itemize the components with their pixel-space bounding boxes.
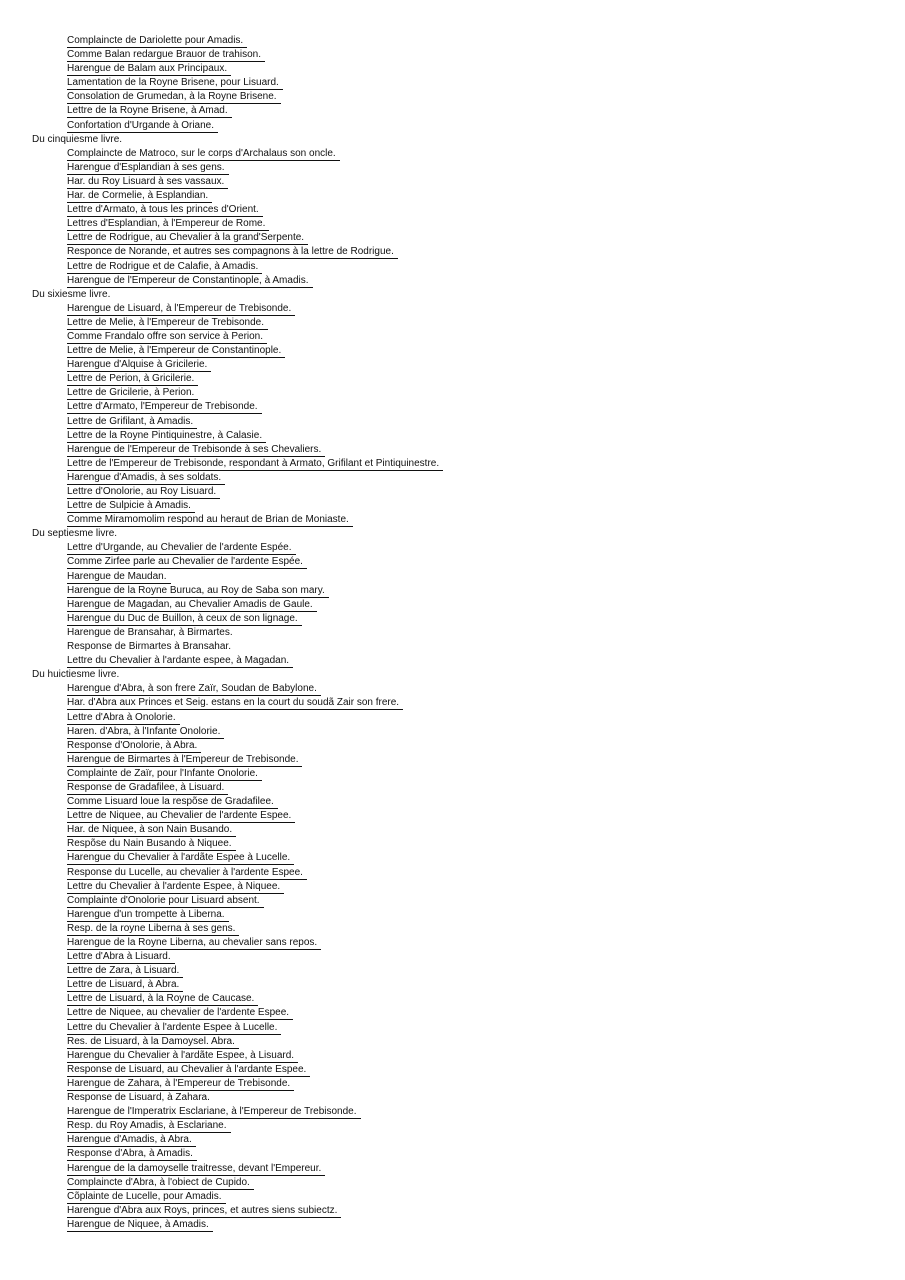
toc-entry [0, 1218, 905, 1232]
toc-entry-text: Lettre de Zara, à Lisuard. [67, 965, 183, 978]
toc-entry [0, 260, 905, 274]
toc-entry [0, 711, 905, 725]
toc-entry-text: Harengue de Lisuard, à l'Empereur de Trebisonde. [67, 303, 295, 316]
toc-entry [0, 34, 905, 48]
toc-entry [0, 1049, 905, 1063]
toc-entry [0, 725, 905, 739]
toc-entry [0, 415, 905, 429]
toc-entry-text: Harengue d'Esplandian à ses gens. [67, 162, 229, 175]
toc-entry [0, 175, 905, 189]
toc-entry-text: Har. de Niquee, à son Nain Busando. [67, 824, 236, 837]
toc-entry-text: Harengue de Niquee, à Amadis. [67, 1219, 213, 1232]
toc-entry [0, 1133, 905, 1147]
toc-entry-text: Lettre de Gricilerie, à Perion. [67, 387, 198, 400]
toc-entry [0, 429, 905, 443]
toc-entry [0, 62, 905, 76]
toc-entry-text: Complainte de Zaïr, pour l'Infante Onolorie. [67, 768, 262, 781]
toc-entry-text: Lettre de la Royne Pintiquinestre, à Calasie. [67, 430, 266, 443]
toc-entry [0, 682, 905, 696]
toc-entry-text: Lettre de la Royne Brisene, à Amad. [67, 105, 232, 118]
toc-entry [0, 598, 905, 612]
toc-entry [0, 978, 905, 992]
toc-entry-text: Harengue de l'Empereur de Trebisonde à ses Chevaliers. [67, 444, 325, 457]
toc-entry [0, 781, 905, 795]
toc-entry [0, 499, 905, 513]
toc-entry-text: Harengue de la Royne Buruca, au Roy de Saba son mary. [67, 585, 329, 598]
toc-entry [0, 1035, 905, 1049]
toc-entry [0, 880, 905, 894]
toc-entry [0, 471, 905, 485]
toc-entry-text: Harengue de Bransahar, à Birmartes. [67, 626, 233, 638]
toc-entry-text: Lettre d'Abra à Onolorie. [67, 712, 180, 725]
toc-entry-text: Harengue de la damoyselle traitresse, devant l'Empereur. [67, 1163, 325, 1176]
toc-entry [0, 894, 905, 908]
toc-entry-text: Lettre de Lisuard, à Abra. [67, 979, 183, 992]
toc-entry-text: Resp. de la royne Liberna à ses gens. [67, 923, 239, 936]
book-heading [0, 133, 905, 147]
toc-entry-text: Lettre d'Abra à Lisuard. [67, 951, 175, 964]
toc-entry [0, 640, 905, 654]
toc-entry [0, 161, 905, 175]
toc-entry-text: Lettre de Niquee, au chevalier de l'ardente Espee. [67, 1007, 293, 1020]
toc-entry [0, 866, 905, 880]
toc-entry-text: Lettre de Rodrigue et de Calafie, à Amadis. [67, 261, 262, 274]
toc-entry-text: Harengue d'Abra aux Roys, princes, et autres siens subiectz. [67, 1205, 341, 1218]
toc-entry-text: Harengue d'un trompette à Liberna. [67, 909, 229, 922]
toc-entry-text: Harengue de l'Imperatrix Esclariane, à l'Empereur de Trebisonde. [67, 1106, 361, 1119]
toc-entry [0, 654, 905, 668]
toc-entry [0, 1063, 905, 1077]
toc-entry [0, 147, 905, 161]
toc-entry [0, 203, 905, 217]
toc-entry [0, 795, 905, 809]
toc-entry-text: Harengue du Chevalier à l'ardãte Espee à Lucelle. [67, 852, 294, 865]
toc-entry-text: Res. de Lisuard, à la Damoysel. Abra. [67, 1036, 239, 1049]
toc-entry [0, 119, 905, 133]
toc-entry-text: Lettre du Chevalier à l'ardante espee, à Magadan. [67, 655, 293, 668]
toc-entry-text: Response de Lisuard, au Chevalier à l'ardante Espee. [67, 1064, 310, 1077]
toc-entry-text: Lettres d'Esplandian, à l'Empereur de Rome. [67, 218, 269, 231]
toc-entry [0, 555, 905, 569]
toc-entry-text: Complainte d'Onolorie pour Lisuard absent. [67, 895, 264, 908]
toc-entry-text: Lettre de Perion, à Gricilerie. [67, 373, 198, 386]
book-heading-text: Du cinquiesme livre. [32, 133, 123, 145]
toc-entry-text: Comme Balan redargue Brauor de trahison. [67, 49, 265, 62]
toc-entry [0, 1190, 905, 1204]
toc-entry-text: Lettre de Lisuard, à la Royne de Caucase. [67, 993, 258, 1006]
toc-entry-text: Response de Birmartes à Bransahar. [67, 641, 231, 653]
book-heading-text: Du septiesme livre. [32, 528, 118, 540]
toc-entry-text: Lettre d'Armato, à tous les princes d'Orient. [67, 204, 263, 217]
toc-entry-text: Har. de Cormelie, à Esplandian. [67, 190, 212, 203]
toc-entry [0, 570, 905, 584]
toc-entry [0, 104, 905, 118]
book-heading [0, 527, 905, 541]
toc-entry-text: Responce de Norande, et autres ses compagnons à la lettre de Rodrigue. [67, 246, 398, 259]
toc-entry-text: Lettre de l'Empereur de Trebisonde, respondant à Armato, Grifilant et Pintiquinestre. [67, 458, 443, 471]
toc-entry [0, 950, 905, 964]
toc-entry [0, 1105, 905, 1119]
toc-entry-text: Confortation d'Urgande à Oriane. [67, 120, 218, 133]
book-heading [0, 288, 905, 302]
toc-entry-text: Lettre du Chevalier à l'ardente Espee à Lucelle. [67, 1022, 281, 1035]
toc-entry [0, 1176, 905, 1190]
toc-entry [0, 1021, 905, 1035]
book-heading-text: Du huictiesme livre. [32, 669, 120, 681]
toc-entry-text: Comme Zirfee parle au Chevalier de l'ardente Espée. [67, 556, 307, 569]
toc-entry-text: Harengue de Balam aux Principaux. [67, 63, 231, 76]
toc-entry [0, 1091, 905, 1105]
toc-entry-text: Harengue de l'Empereur de Constantinople, à Amadis. [67, 275, 313, 288]
toc-entry [0, 386, 905, 400]
toc-entry-text: Consolation de Grumedan, à la Royne Brisene. [67, 91, 281, 104]
toc-entry-text: Response d'Onolorie, à Abra. [67, 740, 201, 753]
toc-entry [0, 908, 905, 922]
toc-entry-text: Harengue de Zahara, à l'Empereur de Trebisonde. [67, 1078, 294, 1091]
toc-entry-text: Lettre d'Armato, l'Empereur de Trebisonde. [67, 401, 262, 414]
toc-entry [0, 851, 905, 865]
toc-entry-text: Haren. d'Abra, à l'Infante Onolorie. [67, 726, 224, 739]
toc-entry-text: Harengue d'Abra, à son frere Zaïr, Soudan de Babylone. [67, 683, 321, 696]
toc-entry [0, 1077, 905, 1091]
toc-entry [0, 541, 905, 555]
toc-entry [0, 1162, 905, 1176]
toc-entry [0, 513, 905, 527]
toc-entry [0, 443, 905, 457]
toc-entry-text: Harengue du Chevalier à l'ardãte Espee, à Lisuard. [67, 1050, 298, 1063]
toc-entry-text: Comme Frandalo offre son service à Perion. [67, 331, 267, 344]
toc-entry-text: Respõse du Nain Busando à Niquee. [67, 838, 236, 851]
toc-entry [0, 626, 905, 640]
toc-entry-text: Lettre de Melie, à l'Empereur de Constantinople. [67, 345, 285, 358]
toc-entry [0, 245, 905, 259]
toc-entry-text: Harengue du Duc de Buillon, à ceux de son lignage. [67, 613, 302, 626]
toc-entry [0, 823, 905, 837]
toc-entry [0, 992, 905, 1006]
toc-entry [0, 189, 905, 203]
toc-entry [0, 1119, 905, 1133]
toc-entry-text: Harengue de Maudan. [67, 571, 171, 584]
toc-entry [0, 612, 905, 626]
toc-entry [0, 302, 905, 316]
toc-entry [0, 753, 905, 767]
toc-entry [0, 837, 905, 851]
toc-entry-text: Comme Miramomolim respond au heraut de Brian de Moniaste. [67, 514, 353, 527]
toc-entry [0, 76, 905, 90]
book-heading [0, 668, 905, 682]
toc-entry [0, 964, 905, 978]
toc-entry-text: Response de Lisuard, à Zahara. [67, 1092, 210, 1104]
toc-entry [0, 358, 905, 372]
toc-entry-text: Harengue d'Amadis, à Abra. [67, 1134, 196, 1147]
table-of-contents [0, 34, 905, 1232]
toc-entry [0, 316, 905, 330]
toc-entry-text: Comme Lisuard loue la respõse de Gradafilee. [67, 796, 278, 809]
toc-entry-text: Complaincte de Dariolette pour Amadis. [67, 35, 247, 48]
toc-entry [0, 936, 905, 950]
toc-entry [0, 767, 905, 781]
toc-entry [0, 485, 905, 499]
toc-entry [0, 584, 905, 598]
toc-entry [0, 457, 905, 471]
toc-entry-text: Lettre de Niquee, au Chevalier de l'ardente Espee. [67, 810, 295, 823]
toc-entry-text: Lettre d'Onolorie, au Roy Lisuard. [67, 486, 220, 499]
toc-entry-text: Lettre de Sulpicie à Amadis. [67, 500, 195, 513]
toc-entry-text: Response d'Abra, à Amadis. [67, 1148, 197, 1161]
toc-entry [0, 696, 905, 710]
toc-entry-text: Lettre du Chevalier à l'ardente Espee, à Niquee. [67, 881, 284, 894]
toc-entry-text: Harengue de la Royne Liberna, au chevalier sans repos. [67, 937, 321, 950]
toc-entry-text: Harengue d'Amadis, à ses soldats. [67, 472, 225, 485]
toc-entry [0, 739, 905, 753]
toc-entry [0, 274, 905, 288]
toc-entry-text: Lamentation de la Royne Brisene, pour Lisuard. [67, 77, 283, 90]
toc-entry-text: Lettre de Rodrigue, au Chevalier à la grand'Serpente. [67, 232, 308, 245]
toc-entry [0, 1204, 905, 1218]
toc-entry-text: Harengue de Birmartes à l'Empereur de Trebisonde. [67, 754, 302, 767]
toc-entry [0, 231, 905, 245]
toc-entry-text: Cõplainte de Lucelle, pour Amadis. [67, 1191, 226, 1204]
toc-entry [0, 1147, 905, 1161]
toc-entry [0, 400, 905, 414]
toc-entry-text: Complaincte d'Abra, à l'obiect de Cupido. [67, 1177, 254, 1190]
toc-entry [0, 922, 905, 936]
toc-entry-text: Lettre d'Urgande, au Chevalier de l'ardente Espée. [67, 542, 296, 555]
book-heading-text: Du sixiesme livre. [32, 288, 111, 300]
toc-entry-text: Response de Gradafilee, à Lisuard. [67, 782, 228, 795]
toc-entry-text: Resp. du Roy Amadis, à Esclariane. [67, 1120, 231, 1133]
toc-entry-text: Har. du Roy Lisuard à ses vassaux. [67, 176, 228, 189]
toc-entry [0, 344, 905, 358]
toc-entry-text: Lettre de Melie, à l'Empereur de Trebisonde. [67, 317, 268, 330]
toc-entry [0, 372, 905, 386]
toc-entry-text: Harengue d'Alquise à Gricilerie. [67, 359, 211, 372]
toc-entry-text: Harengue de Magadan, au Chevalier Amadis de Gaule. [67, 599, 317, 612]
toc-entry-text: Response du Lucelle, au chevalier à l'ardente Espee. [67, 867, 307, 880]
toc-entry [0, 217, 905, 231]
toc-entry [0, 1006, 905, 1020]
toc-entry [0, 90, 905, 104]
toc-entry [0, 809, 905, 823]
toc-entry [0, 48, 905, 62]
toc-entry-text: Complaincte de Matroco, sur le corps d'Archalaus son oncle. [67, 148, 340, 161]
toc-entry-text: Har. d'Abra aux Princes et Seig. estans en la court du soudã Zair son frere. [67, 697, 403, 710]
toc-entry [0, 330, 905, 344]
toc-entry-text: Lettre de Grifilant, à Amadis. [67, 416, 197, 429]
